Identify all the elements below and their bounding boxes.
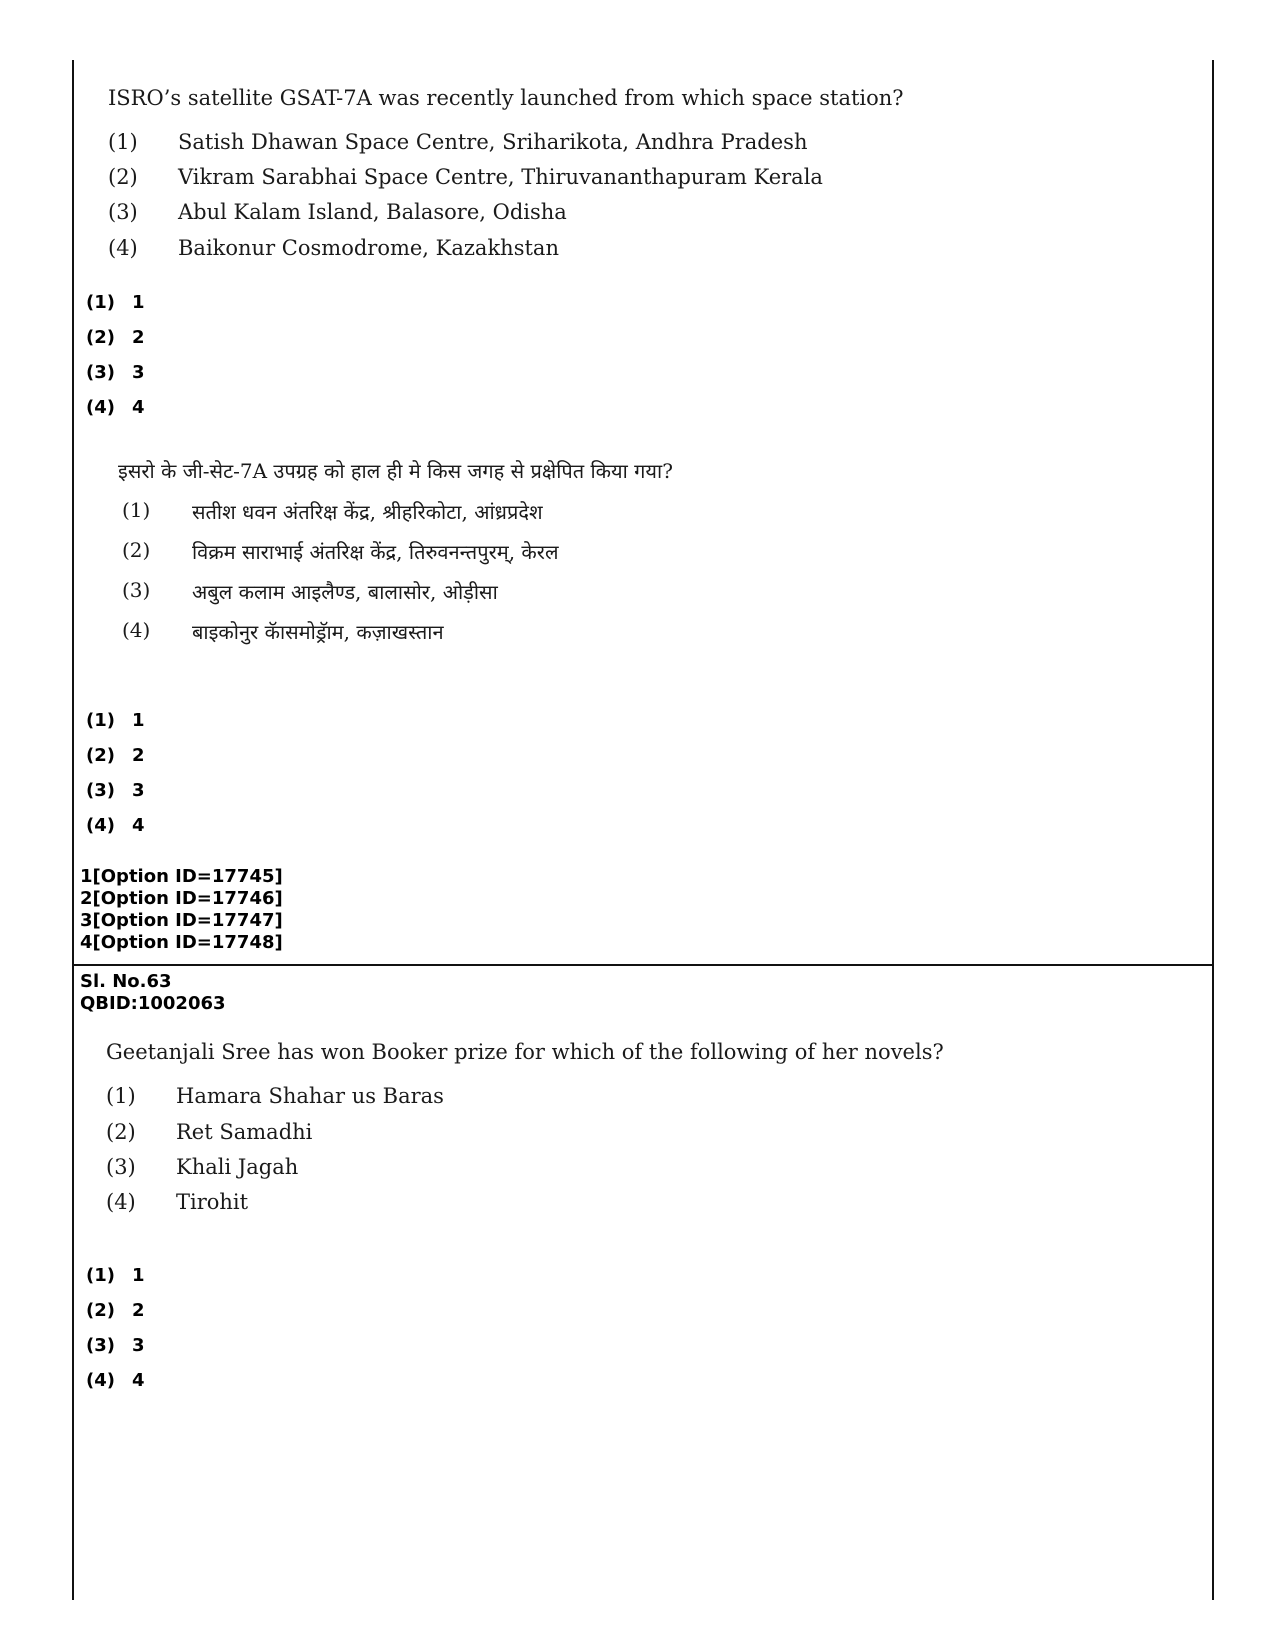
question-text-english: Geetanjali Sree has won Booker prize for which of the following of her novels?: [106, 1040, 944, 1064]
answer-choice[interactable]: (2) 2: [86, 745, 145, 766]
option-number: (2): [106, 1120, 136, 1144]
option-id: 2[Option ID=17746]: [80, 888, 283, 909]
question-text-hindi: इसरो के जी-सेट-7A उपग्रह को हाल ही मे किस जगह से प्रक्षेपित किया गया?: [118, 459, 673, 483]
question-header: [80, 971, 226, 1015]
option-text: Ret Samadhi: [176, 1120, 313, 1144]
answer-choice[interactable]: (4) 4: [86, 815, 145, 836]
option-text: Satish Dhawan Space Centre, Sriharikota, Andhra Pradesh: [178, 130, 808, 154]
option-number: (1): [106, 1084, 136, 1108]
page-border-right: [1212, 60, 1214, 1600]
option-number: (4): [122, 618, 151, 642]
option-id-list: [80, 866, 283, 954]
option-text: अबुल कलाम आइलैण्ड, बालासोर, ओड़ीसा: [192, 580, 498, 604]
answer-choice[interactable]: (3) 3: [86, 362, 145, 383]
option-text: बाइकोनुर कॅासमोड्रॅाम, कज़ाखस्तान: [192, 620, 444, 644]
option-number: (3): [122, 578, 151, 602]
answer-choice[interactable]: (1) 1: [86, 710, 145, 731]
option-text: Abul Kalam Island, Balasore, Odisha: [178, 200, 567, 224]
option-number: (4): [106, 1190, 136, 1214]
option-id: 1[Option ID=17745]: [80, 866, 283, 887]
option-number: (1): [122, 498, 151, 522]
answer-choice[interactable]: (3) 3: [86, 780, 145, 801]
option-number: (2): [122, 538, 151, 562]
option-text: Hamara Shahar us Baras: [176, 1084, 444, 1108]
qbid: QBID:1002063: [80, 993, 226, 1014]
answer-choice[interactable]: (2) 2: [86, 1300, 145, 1321]
serial-number: Sl. No.63: [80, 971, 172, 992]
question-text-english: ISRO’s satellite GSAT-7A was recently launched from which space station?: [108, 86, 904, 110]
option-text: विक्रम साराभाई अंतरिक्ष केंद्र, तिरुवनन्तपुरम्, केरल: [192, 540, 559, 564]
option-number: (2): [108, 165, 138, 189]
answer-choice[interactable]: (1) 1: [86, 292, 145, 313]
option-text: Baikonur Cosmodrome, Kazakhstan: [178, 236, 559, 260]
answer-choice[interactable]: (4) 4: [86, 1370, 145, 1391]
answer-choice[interactable]: (4) 4: [86, 397, 145, 418]
option-text: सतीश धवन अंतरिक्ष केंद्र, श्रीहरिकोटा, आंध्रप्रदेश: [192, 500, 543, 524]
answer-choice[interactable]: (2) 2: [86, 327, 145, 348]
option-id: 3[Option ID=17747]: [80, 910, 283, 931]
option-text: Vikram Sarabhai Space Centre, Thiruvananthapuram Kerala: [178, 165, 823, 189]
answer-choice[interactable]: (3) 3: [86, 1335, 145, 1356]
option-number: (4): [108, 236, 138, 260]
option-text: Khali Jagah: [176, 1155, 299, 1179]
option-number: (3): [108, 200, 138, 224]
answer-choice[interactable]: (1) 1: [86, 1265, 145, 1286]
question-divider: [72, 964, 1214, 966]
option-number: (3): [106, 1155, 136, 1179]
option-id: 4[Option ID=17748]: [80, 932, 283, 953]
option-number: (1): [108, 130, 138, 154]
page-border-left: [72, 60, 74, 1600]
option-text: Tirohit: [176, 1190, 249, 1214]
